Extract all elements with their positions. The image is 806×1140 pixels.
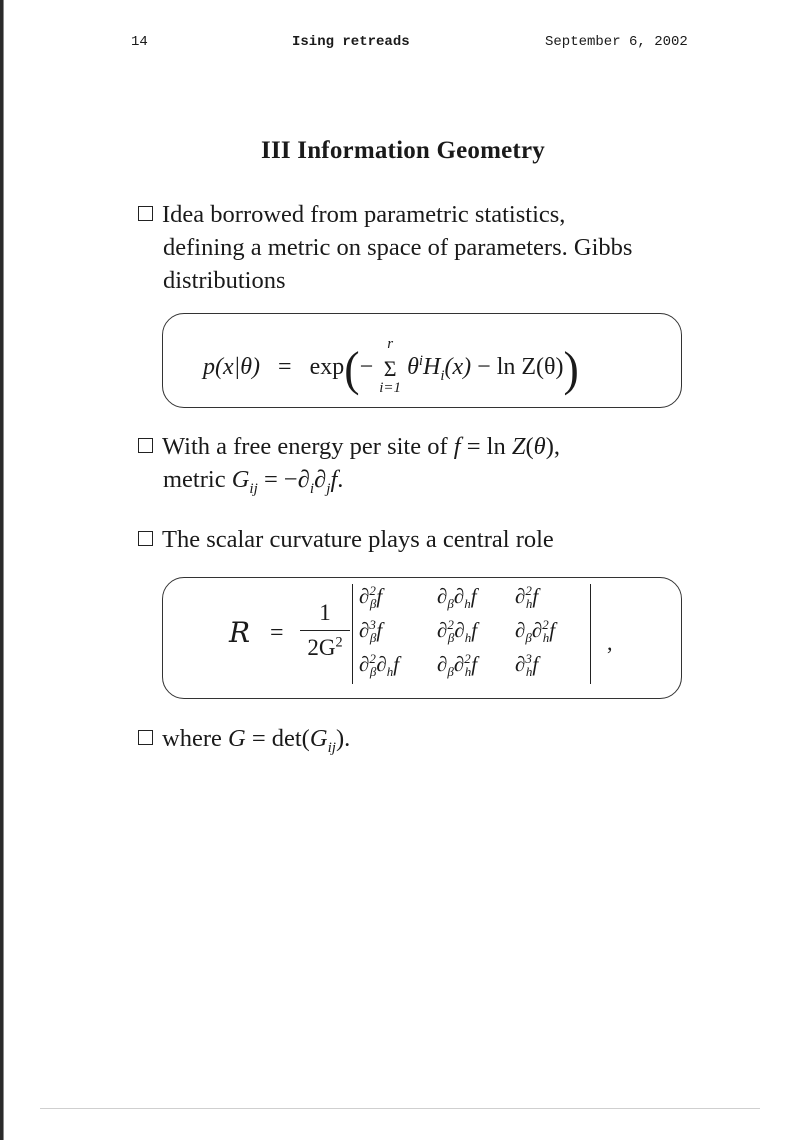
left-paren-icon: (: [344, 341, 360, 396]
eq-exp: exp: [309, 354, 345, 380]
curvature-equation-box: [162, 577, 682, 699]
bullet-text: defining a metric on space of parameters. Gibbs: [163, 234, 633, 261]
matrix-cell: ∂$^3_\beta$f: [359, 617, 383, 646]
bullet-text: The scalar curvature plays a central role: [162, 526, 554, 553]
checkbox-bullet-icon: [138, 730, 153, 745]
page-bottom-edge: [40, 1108, 760, 1109]
checkbox-bullet-icon: [138, 206, 153, 221]
matrix-cell: $\partial_\beta\partial_hf$: [437, 584, 477, 612]
matrix-cell: ∂$^3_h$f: [515, 651, 539, 680]
section-title: III Information Geometry: [261, 137, 545, 164]
bullet-free-energy: With a free energy per site of f = ln Z(θ), metric $G_{ij} = -\partial_i\partial_jf$.: [138, 430, 560, 496]
fraction-bar: [300, 630, 350, 631]
bullet-gibbs-intro: [138, 198, 632, 297]
bullet-text: where: [162, 725, 228, 752]
summation: [379, 336, 401, 396]
matrix-cell: ∂$^2_\beta$f: [359, 583, 383, 612]
curvature-symbol: R: [229, 616, 251, 649]
checkbox-bullet-icon: [138, 531, 153, 546]
log-partition-term: − ln Z(θ): [477, 354, 564, 380]
hamiltonian-term: $H_i(x)$: [423, 354, 472, 384]
bullet-text: distributions: [163, 267, 286, 294]
gibbs-equation: p(x|θ) = exp(− r Σ i=1 $\theta^iH_i(x) - \ln Z(\theta)$): [203, 336, 579, 396]
eq-equals: =: [270, 620, 284, 646]
right-paren-icon: ): [563, 341, 579, 396]
bullet-text: With a free energy per site of: [162, 433, 454, 460]
theta-term: $\theta^i$: [407, 353, 424, 380]
gibbs-distribution-equation-box: [162, 313, 682, 408]
header-date: September 6, 2002: [545, 34, 688, 50]
matrix-cell: $\partial_\beta\partial^2_hf$: [515, 617, 556, 646]
matrix-cell: $\partial_\beta\partial^2_hf$: [437, 651, 478, 680]
bullet-determinant: where $G = \det(G_{ij})$.: [138, 722, 350, 755]
matrix-cell: ∂$^2_h$f: [515, 583, 539, 612]
eq-equals: =: [278, 354, 292, 380]
matrix-cell: $\partial^2_\beta\partial_hf$: [437, 617, 478, 646]
checkbox-bullet-icon: [138, 438, 153, 453]
bullet-text: Idea borrowed from parametric statistics,: [162, 201, 566, 228]
bullet-scalar-curvature: [138, 523, 554, 556]
scan-page-edge-shadow: [3, 0, 4, 1140]
running-title: Ising retreads: [292, 34, 410, 50]
sigma-icon: Σ: [383, 356, 397, 381]
fraction-numerator: 1: [319, 600, 331, 625]
matrix-cell: $\partial^2_\beta\partial_hf$: [359, 651, 400, 680]
bullet-text: metric: [163, 466, 232, 493]
page-number: 14: [131, 34, 148, 50]
fraction-denominator: $2G^2$: [307, 634, 343, 661]
fraction: [300, 600, 350, 661]
sum-lower-limit: i=1: [379, 380, 401, 396]
determinant-left-bar: [352, 584, 353, 684]
sum-upper-limit: r: [387, 336, 394, 352]
determinant-right-bar: [590, 584, 591, 684]
eq-lhs: p(x|θ): [203, 354, 261, 380]
trailing-comma: ,: [607, 630, 613, 655]
